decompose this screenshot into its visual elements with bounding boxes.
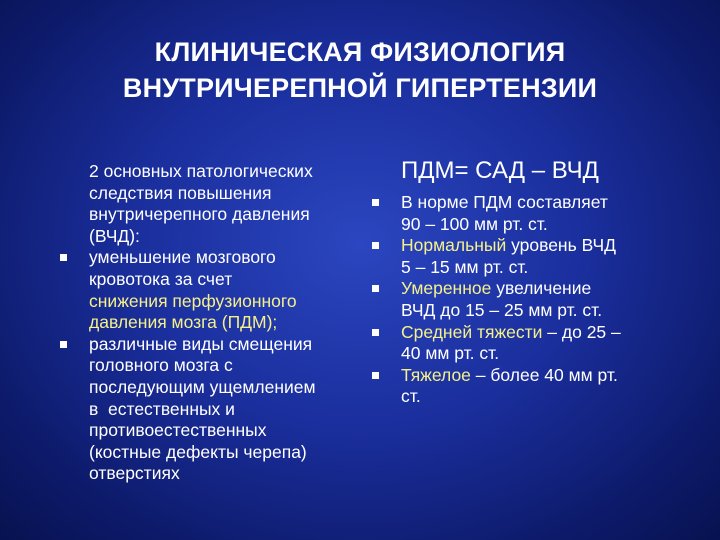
bullet-text: увеличение	[491, 278, 592, 299]
right-bullet-3	[370, 278, 670, 321]
bullet-square-icon	[372, 199, 379, 206]
left-bullet-1	[58, 247, 358, 333]
bullet-line: ВЧД до 15 – 25 мм рт. ст.	[401, 299, 603, 320]
left-intro	[58, 161, 358, 247]
highlight-term: Нормальный	[401, 235, 507, 256]
bullet-line: уменьшение мозгового	[89, 247, 276, 268]
intro-line: 2 основных патологических	[89, 161, 313, 181]
bullet-square-icon	[60, 254, 67, 261]
bullet-line: головного мозга с	[89, 355, 233, 376]
bullet-line: (костные дефекты черепа)	[89, 441, 307, 462]
formula-heading: ПДМ= САД – ВЧД	[401, 157, 599, 184]
highlight-term: Средней тяжести	[401, 321, 543, 342]
bullet-line: в естественных и	[89, 398, 235, 419]
bullet-square-icon	[372, 285, 379, 292]
bullet-text: уровень ВЧД	[506, 235, 616, 256]
bullet-square-icon	[372, 372, 379, 379]
bullet-text: – более 40 мм рт.	[470, 364, 618, 385]
intro-line: (ВЧД):	[89, 225, 140, 246]
right-bullet-5	[370, 365, 670, 408]
bullet-line: противоестественных	[89, 420, 267, 441]
bullet-line: последующим ущемлением	[89, 376, 316, 397]
bullet-text: – до 25 –	[542, 321, 621, 342]
title-line-1: КЛИНИЧЕСКАЯ ФИЗИОЛОГИЯ	[154, 37, 566, 67]
bullet-line: кровотока за счет	[89, 268, 233, 289]
right-bullet-4	[370, 322, 670, 365]
right-bullet-1	[370, 192, 670, 235]
bullet-line: 5 – 15 мм рт. ст.	[401, 256, 529, 277]
left-bullet-2	[58, 334, 358, 485]
highlight-line: снижения перфузионного	[89, 290, 297, 311]
bullet-line: 40 мм рт. ст.	[401, 343, 500, 364]
bullet-line: 90 – 100 мм рт. ст.	[401, 213, 548, 234]
bullet-line: отверстиях	[89, 463, 180, 484]
highlight-term: Тяжелое	[401, 364, 471, 385]
bullet-line: В норме ПДМ составляет	[401, 192, 608, 212]
bullet-square-icon	[372, 329, 379, 336]
right-column	[370, 156, 670, 408]
left-column	[58, 161, 358, 485]
highlight-term: Умеренное	[401, 278, 492, 299]
bullet-line: ст.	[401, 386, 421, 407]
intro-line: следствия повышения	[89, 182, 272, 203]
title-line-2: ВНУТРИЧЕРЕПНОЙ ГИПЕРТЕНЗИИ	[122, 73, 598, 103]
bullet-square-icon	[372, 242, 379, 249]
highlight-line: давления мозга (ПДМ);	[89, 312, 278, 333]
right-bullet-2	[370, 235, 670, 278]
bullet-square-icon	[60, 341, 67, 348]
intro-line: внутричерепного давления	[89, 204, 310, 225]
bullet-line: различные виды смещения	[89, 333, 313, 354]
slide-title	[0, 34, 720, 106]
